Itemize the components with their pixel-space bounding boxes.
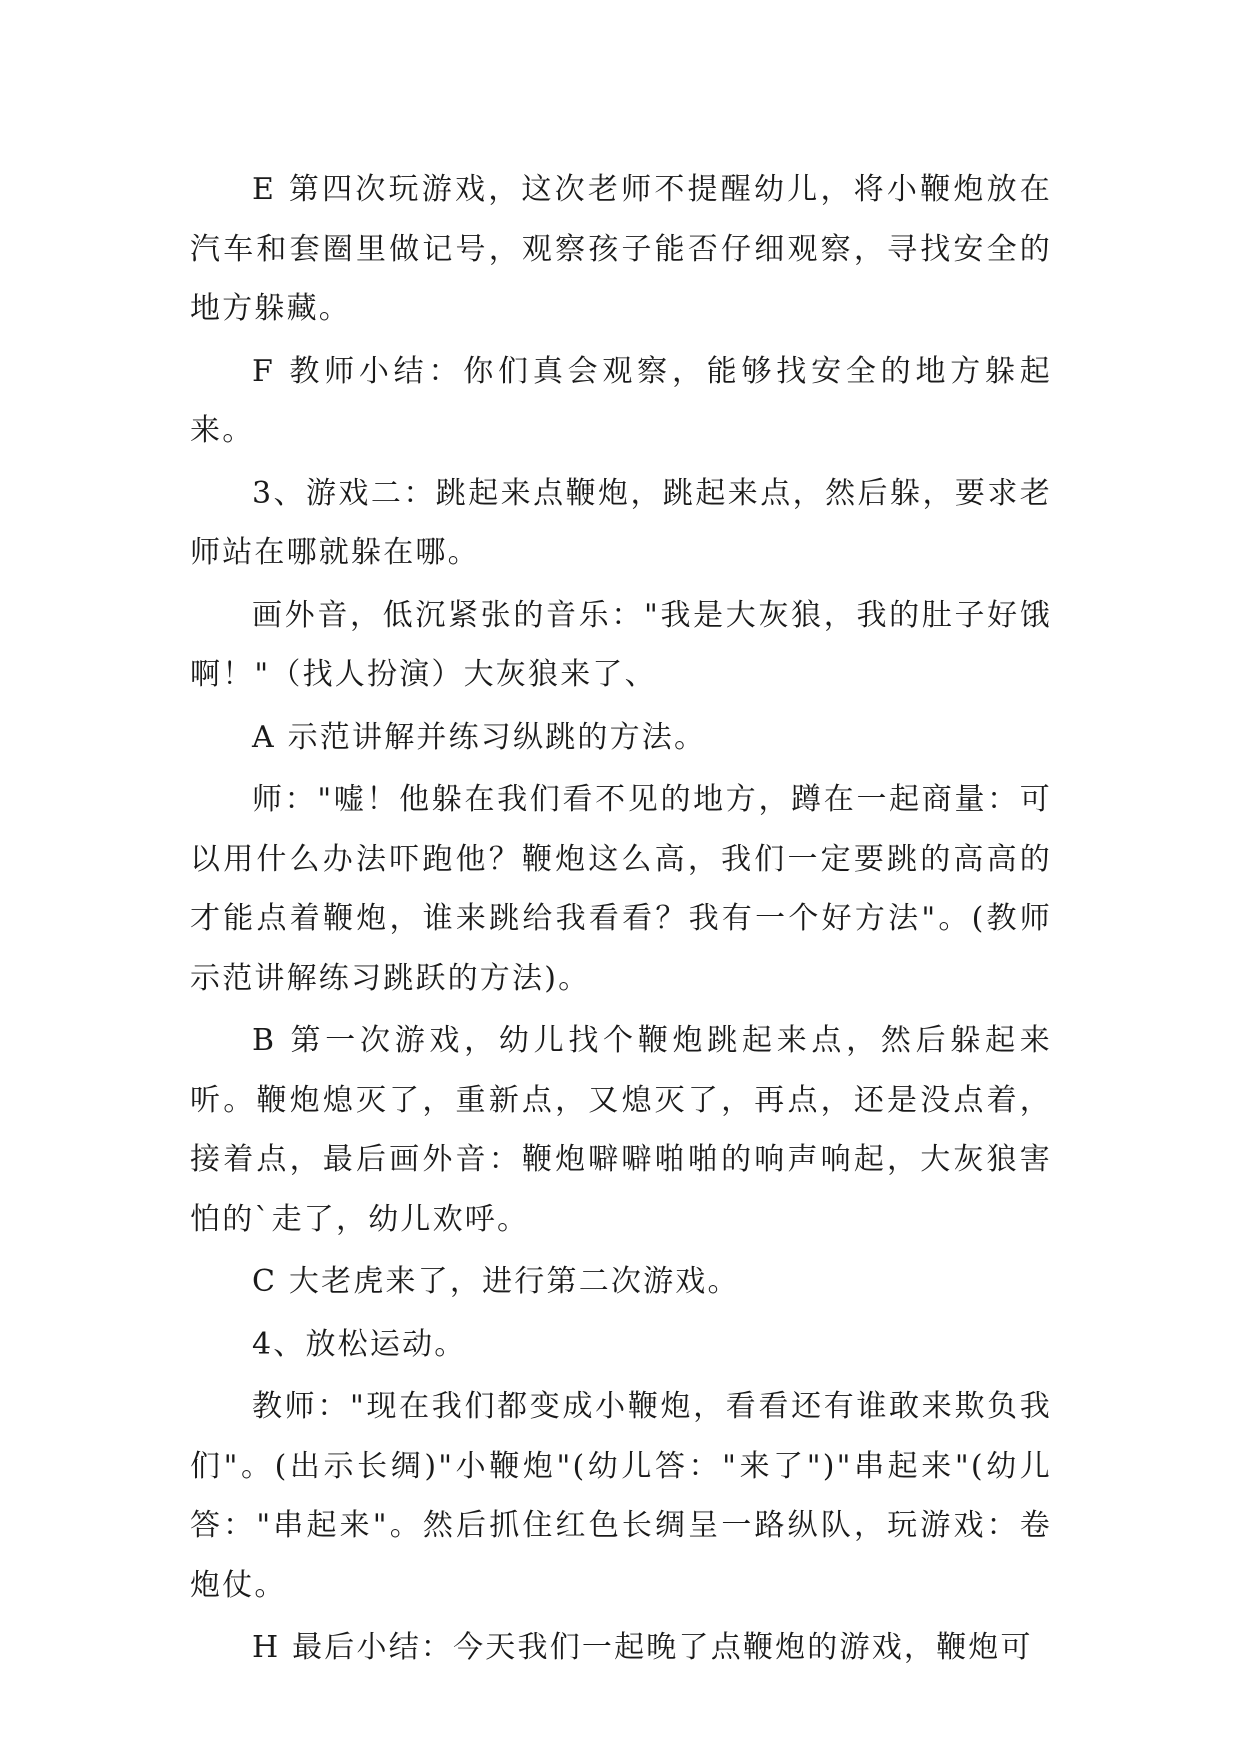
paragraph-game-fourth-round: E 第四次玩游戏，这次老师不提醒幼儿，将小鞭炮放在汽车和套圈里做记号，观察孩子能否仔细观察，寻找安全的地方躲藏。 <box>190 172 1052 326</box>
paragraph-demo-jump: A 示范讲解并练习纵跳的方法。 <box>252 719 707 755</box>
paragraph-teacher-firecracker: 教师："现在我们都变成小鞭炮，看看还有谁敢来欺负我们"。(出示长绸)"小鞭炮"(幼儿答："来了")"串起来"(幼儿答："串起来"。然后抓住红色长绸呈一路纵队，玩游戏：卷炮仗。 <box>190 1389 1052 1603</box>
paragraph-relax-exercise: 4、放松运动。 <box>252 1326 467 1362</box>
paragraph-game-two: 3、游戏二：跳起来点鞭炮，跳起来点，然后躲，要求老师站在哪就躲在哪。 <box>190 475 1052 570</box>
paragraph-final-summary: H 最后小结：今天我们一起晚了点鞭炮的游戏，鞭炮可 <box>252 1630 1033 1665</box>
paragraph-teacher-dialogue: 师："嘘！他躲在我们看不见的地方，蹲在一起商量：可以用什么办法吓跑他？鞭炮这么高，我们一定要跳的高高的才能点着鞭炮，谁来跳给我看看？我有一个好方法"。(教师示范讲解练习跳跃的方法)。 <box>190 782 1052 996</box>
document-page <box>190 160 1052 1681</box>
paragraph-first-game: B 第一次游戏，幼儿找个鞭炮跳起来点，然后躲起来听。鞭炮熄灭了，重新点，又熄灭了，再点，还是没点着，接着点，最后画外音：鞭炮噼噼啪啪的响声响起，大灰狼害怕的`走了，幼儿欢呼。 <box>190 1023 1052 1237</box>
paragraph-tiger-game: C 大老虎来了，进行第二次游戏。 <box>252 1264 740 1299</box>
paragraph-voiceover-wolf: 画外音，低沉紧张的音乐："我是大灰狼，我的肚子好饿啊！"（找人扮演）大灰狼来了、 <box>190 597 1052 692</box>
paragraph-teacher-summary: F 教师小结：你们真会观察，能够找安全的地方躲起来。 <box>190 353 1052 448</box>
